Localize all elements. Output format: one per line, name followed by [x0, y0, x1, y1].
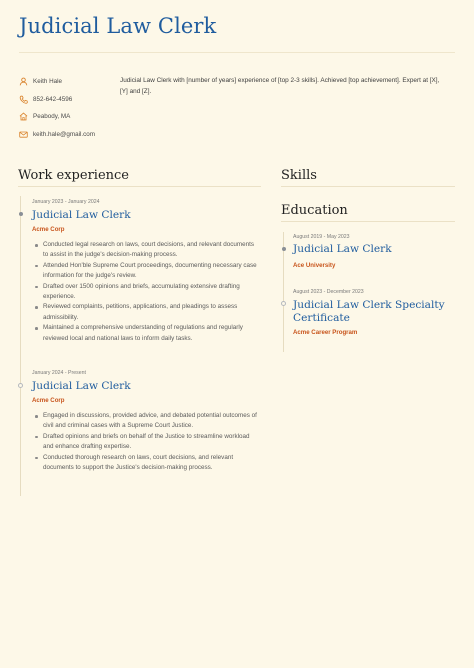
job-title: Judicial Law Clerk: [32, 209, 131, 221]
section-divider: [18, 186, 261, 187]
page-title: Judicial Law Clerk: [19, 14, 217, 38]
phone-icon: [19, 95, 28, 104]
job-dates: January 2023 - January 2024: [32, 199, 100, 205]
job-company: Acme Corp: [32, 397, 65, 404]
job-dates: January 2024 - Present: [32, 370, 86, 376]
section-divider: [281, 221, 455, 222]
contact-email: keith.hale@gmail.com: [19, 126, 115, 143]
contact-list: [19, 73, 115, 143]
section-title-education: Education: [281, 203, 348, 218]
contact-name: Keith Hale: [19, 73, 115, 90]
list-item: Maintained a comprehensive understanding of regulations and regularly reviewed local and national laws to inform daily tasks.: [33, 323, 261, 344]
timeline-line: [20, 196, 21, 496]
location-icon: [19, 112, 28, 121]
timeline-dot: [18, 383, 23, 388]
list-item: Drafted over 1500 opinions and briefs, accumulating extensive drafting experience.: [33, 282, 261, 303]
section-divider: [281, 186, 455, 187]
section-title-work: Work experience: [18, 168, 129, 183]
list-item: Attended Hon'ble Supreme Court proceedings, documenting necessary case information for the judge's review.: [33, 261, 261, 282]
job-title: Judicial Law Clerk: [32, 380, 131, 392]
list-item: Conducted legal research on laws, court decisions, and relevant documents to assist in the judge's decision-making process.: [33, 240, 261, 261]
contact-phone: 852-642-4596: [19, 91, 115, 108]
job-bullets: [33, 411, 261, 473]
list-item: Reviewed complaints, petitions, applications, and pleadings to assess admissibility.: [33, 302, 261, 323]
list-item: Engaged in discussions, provided advice, and debated potential outcomes of civil and criminal cases with a Supreme Court Justice.: [33, 411, 261, 432]
education-dates: August 2019 - May 2023: [293, 234, 350, 240]
education-school: Acme Career Program: [293, 329, 358, 336]
education-school: Ace University: [293, 262, 336, 269]
timeline-dot: [19, 212, 23, 216]
education-title: Judicial Law Clerk Specialty Certificate: [293, 299, 445, 324]
list-item: Drafted opinions and briefs on behalf of the Justice to streamline workload and enhance drafting expertise.: [33, 432, 261, 453]
list-item: Conducted thorough research on laws, court decisions, and relevant documents to support the Justice's decision-making process.: [33, 453, 261, 474]
summary-text: Judicial Law Clerk with [number of years] experience of [top 2-3 skills]. Achieved [top achievement]. Expert at [X], [Y] and [Z].: [120, 77, 440, 95]
timeline-dot: [282, 247, 286, 251]
job-company: Acme Corp: [32, 226, 65, 233]
person-icon: [19, 77, 28, 86]
section-title-skills: Skills: [281, 168, 317, 183]
job-bullets: [33, 240, 261, 344]
education-dates: August 2023 - December 2023: [293, 289, 364, 295]
timeline-dot: [281, 301, 286, 306]
contact-location: Peabody, MA: [19, 108, 115, 125]
header-divider: [19, 52, 455, 53]
email-icon: [19, 130, 28, 139]
education-title: Judicial Law Clerk: [293, 243, 392, 255]
